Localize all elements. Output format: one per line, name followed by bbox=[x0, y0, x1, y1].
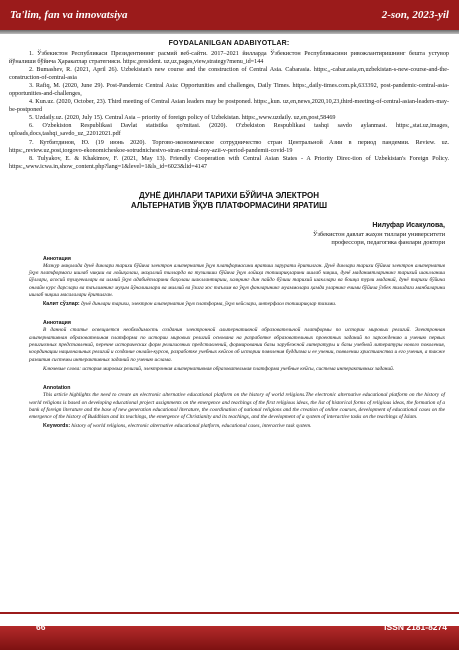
issn-label: ISSN 2181-8274 bbox=[384, 622, 447, 632]
abstract-heading: Аннотация bbox=[43, 320, 71, 327]
article-title-line: ДУНЁ ДИНЛАРИ ТАРИХИ БЎЙИЧА ЭЛЕКТРОН bbox=[139, 190, 319, 200]
references-title: FOYDALANILGAN ADABIYOTLAR: bbox=[168, 40, 290, 47]
abstract-keywords bbox=[29, 366, 445, 373]
abstract-uzbek bbox=[29, 256, 445, 431]
article-title-line: АЛЬТЕРНАТИВ ЎҚУВ ПЛАТФОРМАСИНИ ЯРАТИШ bbox=[130, 200, 328, 210]
reference-item: 3. Rafiq, M. (2020, June 29). Post-Pandemic Central Asia: Opportunities and challenges, Daily Times. https:,,daily-times.com.pk,633392, post-pandemic-central-asia-opportunities-and-challenges, bbox=[9, 83, 449, 98]
reference-item: 4. Kun.uz. (2020, October, 23). Third meeting of Central Asian leaders may be postponed. https:,,kun. uz,en,news,2020,10,23,third-meeting-of-central-asian-leaders-may-be-postponed bbox=[9, 99, 449, 114]
abstract-keywords bbox=[29, 301, 445, 308]
abstract-text: В данной статье освещается необходимость создания электронной альтернативной образовательной платформы по истории мировых религий. Электронная альтернативная образовательная платформа по истории мировых религий основана на разработке образовательных проектных заданий по зарождению и учению первых религиозных представлений, перечне исторических форм религиозных представлений, формировании базы зарубежной литературы и базы учебной литературы нового поколения, координации национальных религий и создание онлайн-курсов, разработке учебных кейсов об истории появления буддизма и ее учении, появлении христианства и его учения, а также развития системы интерактивных заданий по учению ислама. bbox=[29, 327, 445, 363]
keywords-text: history of world religions, electronic alternative educational platform, educational cases, interactive task system. bbox=[71, 423, 312, 430]
reference-item: 6. O'zbekiston Respublikasi Davlat statistika qo'mitasi. (2020). O'zbekiston Respublikasi tashqi savdo aylanmasi. https:,,stat.uz,images, uploads,docs,tashqi_savdo_uz_22012021.pdf bbox=[9, 123, 449, 138]
abstract-keywords bbox=[29, 423, 445, 430]
page-content bbox=[9, 38, 449, 431]
reference-item: 1. Ўзбекистон Республикаси Президентининг расмий веб-сайти. 2017–2021 йилларда Ўзбекистон Республикасини ривожлантиришнинг бешта устувор йўналиши бўйича Ҳаракатлар стратегияси. https:,president. uz,uz,pages,view,strategy?menu_id=144 bbox=[9, 51, 449, 66]
reference-item: 2. Bumashev, R. (2021, April 26). Uzbekistan's new course and the construction of Central Asia. Cabarasia. https:,,-cabar.asia,en,uzbekistan-s-new-course-and-the-construction-of-central-asia bbox=[9, 67, 449, 82]
journal-header bbox=[0, 0, 459, 30]
abstract-heading: Annotation bbox=[43, 385, 71, 392]
journal-name: Ta'lim, fan va innovatsiya bbox=[10, 9, 128, 21]
author-affiliation: Ўзбекистон давлат жаҳон тиллари университети bbox=[312, 230, 445, 238]
author-block bbox=[9, 221, 449, 248]
author-title: профессори, педагогика фанлари доктори bbox=[331, 239, 445, 247]
page-footer bbox=[0, 614, 459, 640]
keywords-label: Keywords: bbox=[43, 423, 71, 430]
references-list bbox=[9, 50, 449, 171]
abstract-heading: Аннотация bbox=[43, 255, 71, 262]
abstract-text: Мазкур мақолада дунё динлари тарихи бўйича электрон альтернатив ўқув платформасини яратиш зарурати ёритилган. Дунё динлари тарихи бўйича электрон альтернатив ўқув платформаси ишлаб чиқиш ва лойиҳалаш, маҳаллий тилларда ва тузилиши бўйича ўқув лойиҳа топшириқларини ишлаб чиқиш, дунё маданиятларининг тарихий шаклланиш йўллари, асосий тушунчалари ва илмий ўқув адабиётларини баҳолаш шакллантириш, халқнинг дин пайдо бўлиш тарихий шакллари ва бошқа турли маданий, дунё тарихи бўйича онлайн курс дарслари ва таълимнинг муҳим йўналишлари ва миллий ва ўзига хос таълим ва ўқув фанларининг муаммолари ҳамда уларнинг ечими бўйича ўзбек тилидаги манбаларини ишлаб чиқиш масалалари ёритилган. bbox=[29, 262, 445, 298]
header-divider bbox=[0, 30, 459, 34]
reference-item: 8. Tulyakov, E. & Khakimov, F. (2021, May 13). Friendly Cooperation with Central Asian States - A Priority Direc-tion of Uzbekistan's Foreign Policy. https:,,www.icwa.in,show_content.php?lang=1&level=1&ls_id=6023&lid=4147 bbox=[9, 155, 449, 170]
keywords-text: дунё динлари тарихи, электрон альтернатив ўқув платформа, ўқув кейслари, интерфаол топшириқлар тизими. bbox=[81, 301, 337, 308]
abstract-text: This article highlights the need to create an electronic alternative educational platform on the history of world religions.The electronic alternative educational platform on the history of world religions is based on developing educational project assignments on the emergence and teachings of the first religious ideas, the list of historical forms of religious ideas, the formation of a bank of foreign literature and the base of new generation educational literature, the coordination of national religions and the creation of online courses, development of educational cases on the emergence of the history of Buddhism and its teachings, the emergence of Christianity and its teachings, and the development of a system of interactive tasks on the teachings of Islam. bbox=[29, 392, 445, 421]
reference-item: 7. Кутбитдинов, Ю. (19 июнь 2020). Торгово-экономическое сотрудничество стран Центральной Азии в период пандемии. Review. uz. https:,,review.uz,post,torgovo-ekonomicheskoe-sotrudnichestvo-stran-central-noy-azii-v-period-pandemii-covid-19 bbox=[9, 139, 449, 154]
article-title bbox=[9, 191, 449, 211]
page-number: 66 bbox=[36, 622, 46, 632]
issue-label: 2-son, 2023-yil bbox=[381, 9, 449, 21]
keywords-text: история мировых религий, электронная альтернативная образовательная платформа учебные кейсы, система интерактивных заданий. bbox=[82, 365, 395, 372]
keywords-label: Калит сўзлар: bbox=[43, 301, 80, 308]
keywords-label: Ключевые слова: bbox=[43, 365, 81, 372]
reference-item: 5. Uzdaily.uz. (2020, July 15). Central Asia – priority of foreign policy of Uzbekistan. https:,,www.uzdaily. uz,en,post,58469 bbox=[29, 115, 336, 122]
author-name: Нилуфар Исакулова, bbox=[372, 221, 445, 229]
